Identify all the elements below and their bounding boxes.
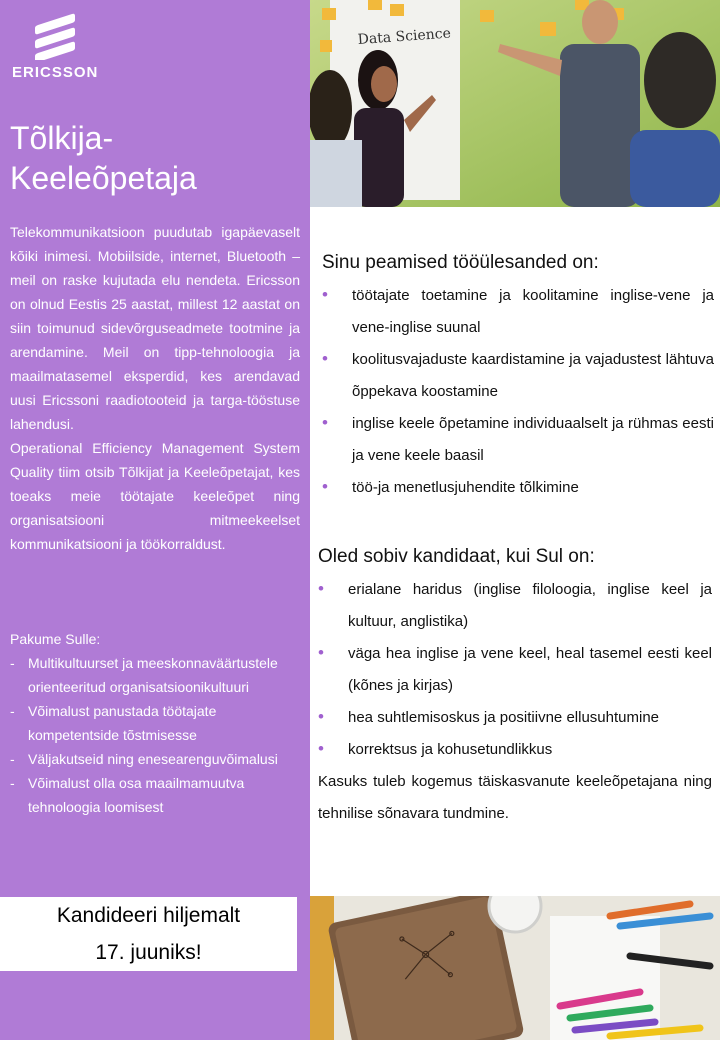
offer-section	[10, 627, 300, 819]
closing-text: Kasuks tuleb kogemus täiskasvanute keeleõpetajana ning tehnilise sõnavara tundmine.	[318, 773, 712, 822]
deadline-box	[0, 897, 297, 971]
deadline-line2: 17. juuniks!	[95, 941, 202, 964]
desk-notebook-photo	[310, 896, 720, 1040]
job-title-line1: Tõlkija-	[10, 120, 114, 156]
job-title-line2: Keeleõpetaja	[10, 160, 197, 196]
offer-item: - Multikultuurset ja meeskonnaväärtustele orienteeritud organisatsioonikultuuri	[10, 655, 278, 695]
requirement-item: • korrektsus ja kohusetundlikkus	[318, 739, 553, 758]
requirements-title: Oled sobiv kandidaat, kui Sul on:	[318, 546, 595, 567]
offer-item: - Võimalust panustada töötajate kompetentside tõstmisesse	[10, 703, 217, 743]
ericsson-logo	[12, 12, 112, 81]
left-column	[0, 0, 310, 1040]
team-whiteboard-photo	[310, 0, 720, 207]
requirements-list	[318, 574, 712, 766]
intro-paragraph-2: Operational Efficiency Management System Quality tiim otsib Tõlkijat ja Keeleõpetajat, kes toeaks meie töötajate keeleõpet ning organisatsiooni mitmeekeelset kommunikatsiooni ja töökorraldust.	[10, 440, 300, 552]
offer-heading: Pakume Sulle:	[10, 631, 101, 647]
offer-item: - Võimalust olla osa maailmamuutva tehnoloogia loomisest	[10, 775, 245, 815]
intro-paragraph-1: Telekommunikatsioon puudutab igapäevaselt kõiki inimesi. Mobiilside, internet, Bluetooth – meil on raske kujutada elu nendeta. Ericsson on olnud Eestis 25 aastat, millest 12 aastat on siin toimunud sidevõrguseadmete tootmine ja arendamine. Meil on tipp-tehnoloogia ja maailmatasemel eksperdid, kes arendavad uusi Ericssoni raadiotooteid ja targa-tööstuse lahendusi.	[10, 224, 300, 432]
offer-item: - Väljakutseid ning enesearenguvõimalusi	[10, 751, 278, 767]
tasks-list	[322, 280, 714, 504]
task-item: • koolitusvajaduste kaardistamine ja vajadustest lähtuva õppekava koostamine	[322, 349, 714, 400]
intro-text	[10, 220, 300, 556]
task-item: • inglise keele õpetamine individuaalselt ja rühmas eesti ja vene keele baasil	[322, 413, 714, 464]
requirement-item: • erialane haridus (inglise filoloogia, inglise keel ja kultuur, anglistika)	[318, 579, 712, 630]
tasks-title: Sinu peamised tööülesanded on:	[322, 252, 599, 273]
requirement-item: • väga hea inglise ja vene keel, heal tasemel eesti keel (kõnes ja kirjas)	[318, 643, 712, 694]
offer-list	[10, 651, 300, 819]
logo-wordmark: ERICSSON	[12, 64, 99, 81]
task-item: • töötajate toetamine ja koolitamine inglise-vene ja vene-inglise suunal	[322, 285, 714, 336]
requirement-item: • hea suhtlemisoskus ja positiivne ellusuhtumine	[318, 707, 660, 726]
deadline-line1: Kandideeri hiljemalt	[56, 904, 241, 927]
task-item: • töö-ja menetlusjuhendite tõlkimine	[322, 477, 579, 496]
whiteboard-text: Data Science	[357, 25, 452, 48]
ericsson-logo-icon	[34, 12, 76, 60]
job-title	[10, 118, 197, 198]
